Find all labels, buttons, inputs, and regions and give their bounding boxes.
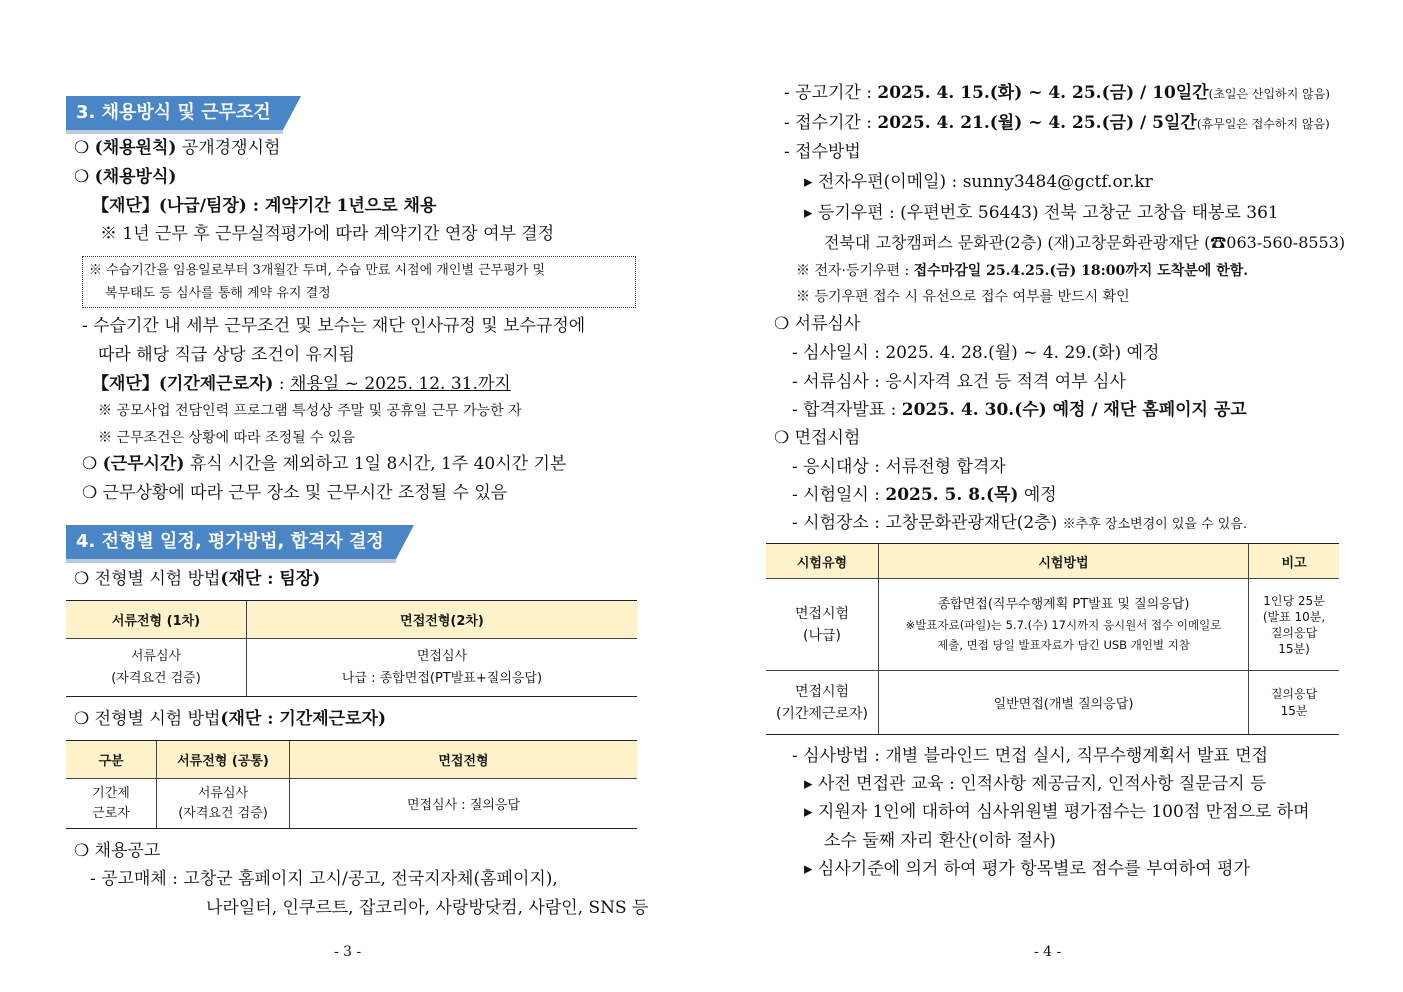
t2-cell-document [157, 779, 290, 829]
t3-r2-method: 일반면접(개별 질의응답) [879, 671, 1249, 735]
t3-r2-type [766, 671, 879, 735]
review-method: - 심사방법 : 개별 블라인드 면접 실시, 직무수행계획서 발표 면접 [792, 746, 1269, 766]
result-announcement: - 합격자발표 : 2025. 4. 30.(수) 예정 / 재단 홈페이지 공고 [792, 400, 1247, 420]
team-leader-exam-table [66, 600, 637, 697]
t3-r2-remark-line2: 15분 [1280, 703, 1308, 718]
mail-application-line2: 전북대 고창캠퍼스 문화관(2층) (재)고창문화관광재단 (☎063-560-8553) [824, 233, 1346, 252]
t1-cell-interview-line1: 면접심사 [416, 648, 468, 664]
table1-caption: ❍ 전형별 시험 방법(재단 : 팀장) [74, 569, 321, 589]
working-hours: ❍ (근무시간) 휴식 시간을 제외하고 1일 8시간, 1주 40시간 기본 [82, 454, 567, 474]
interview-target: - 응시대상 : 서류전형 합격자 [792, 457, 1006, 477]
review-date: - 심사일시 : 2025. 4. 28.(월) ~ 4. 29.(화) 예정 [792, 343, 1160, 363]
t2-cell-document-line2: (자격요건 검증) [178, 805, 268, 821]
application-method: - 접수방법 [784, 142, 861, 162]
t2-cell-category-line2: 근로자 [92, 805, 130, 821]
left-page [0, 0, 700, 992]
t3-r1-type [766, 579, 879, 671]
t1-header-interview: 면접전형(2차) [247, 601, 638, 639]
t1-cell-document-line2: (자격요건 검증) [111, 670, 201, 686]
recruit-notice: ❍ 채용공고 [74, 841, 161, 861]
scoring-criteria: ▸ 심사기준에 의거 하여 평가 항목별로 점수를 부여하여 평가 [804, 859, 1250, 879]
t2-cell-document-line1: 서류심사 [197, 785, 249, 801]
probation-conditions-line2: 따라 해당 직급 상당 조건이 유지됨 [98, 345, 355, 365]
t3-r1-remark-line3: 질의응답 [1270, 625, 1318, 640]
probation-note-line1: ※ 수습기간을 임용일로부터 3개월간 두며, 수습 만료 시점에 개인별 근무평가 및 [89, 263, 546, 278]
t3-header-method: 시험방법 [879, 544, 1249, 579]
t3-r1-type-line1: 면접시험 [794, 605, 850, 622]
interview-heading: ❍ 면접시험 [774, 428, 861, 448]
section-3-heading: 3. 채용방식 및 근무조건 [66, 96, 283, 130]
scoring-line2: 소수 둘째 자리 환산(이하 절사) [824, 831, 1056, 851]
t2-cell-category-line1: 기간제 [92, 785, 130, 801]
recruit-method: ❍ (채용방식) [74, 167, 177, 187]
foundation-contract-worker: 【재단】(기간제근로자) : 채용일 ~ 2025. 12. 31.까지 [92, 374, 511, 394]
t2-header-document: 서류전형 (공통) [157, 741, 290, 779]
page-number-4: - 4 - [1034, 944, 1062, 960]
t1-cell-interview-line2: 나급 : 종합면접(PT발표+질의응답) [341, 670, 543, 686]
recruit-principle: ❍ (채용원칙) 공개경쟁시험 [74, 138, 281, 158]
probation-conditions-line1: - 수습기간 내 세부 근무조건 및 보수는 재단 인사규정 및 보수규정에 [82, 316, 586, 336]
contract-worker-exam-table [66, 740, 637, 829]
t2-header-category: 구분 [66, 741, 157, 779]
notice-media-line1: - 공고매체 : 고창군 홈페이지 고시/공고, 전국지자체(홈페이지), [90, 869, 558, 889]
t3-header-remark: 비고 [1249, 544, 1340, 579]
mail-confirm-note: ※ 등기우편 접수 시 유선으로 접수 여부를 반드시 확인 [796, 289, 1130, 305]
t3-r1-type-line2: (나급) [803, 627, 841, 644]
t3-r1-remark-line2: (발표 10분, [1262, 609, 1326, 624]
table2-caption: ❍ 전형별 시험 방법(재단 : 기간제근로자) [74, 709, 386, 729]
t1-cell-document-line1: 서류심사 [130, 648, 182, 664]
email-application: ▸ 전자우편(이메일) : sunny3484@gctf.or.kr [804, 172, 1153, 192]
foundation-team-leader-contract: 【재단】(나급/팀장) : 계약기간 1년으로 채용 [92, 196, 437, 216]
probation-note-line2: 복무태도 등 심사를 통해 계약 유지 결정 [105, 286, 331, 301]
work-condition-note: ※ 근무조건은 상황에 따라 조정될 수 있음 [98, 430, 356, 446]
deadline-note: ※ 전자·등기우편 : 접수마감일 25.4.25.(금) 18:00까지 도착분에 한함. [796, 263, 1249, 279]
weekend-work-note: ※ 공모사업 전담인력 프로그램 특성상 주말 및 공휴일 근무 가능한 자 [98, 403, 522, 419]
t1-cell-interview [247, 639, 638, 697]
contract-extension-note: ※ 1년 근무 후 근무실적평가에 따라 계약기간 연장 여부 결정 [100, 224, 555, 244]
notice-period: - 공고기간 : 2025. 4. 15.(화) ~ 4. 25.(금) / 10일간(초일은 산입하지 않음) [784, 83, 1330, 103]
notice-media-line2: 나라일터, 인쿠르트, 잡코리아, 사랑방닷컴, 사람인, SNS 등 [206, 898, 649, 918]
t3-r1-remark-line4: 15분) [1278, 641, 1310, 656]
work-location-note: ❍ 근무상황에 따라 근무 장소 및 근무시간 조정될 수 있음 [82, 483, 508, 503]
t3-r2-remark-line1: 질의응답 [1270, 686, 1318, 701]
t3-r1-method [879, 579, 1249, 671]
probation-note-box [82, 256, 636, 308]
interview-location: - 시험장소 : 고창문화관광재단(2층) ※추후 장소변경이 있을 수 있음. [792, 513, 1248, 533]
mail-application-line1: ▸ 등기우편 : (우편번호 56443) 전북 고창군 고창읍 태봉로 361 [804, 203, 1279, 223]
t3-r1-method-title: 종합면접(직무수행계획 PT발표 및 질의응답) [937, 596, 1190, 612]
t3-r1-remark-line1: 1인당 25분 [1263, 593, 1325, 608]
t1-header-document: 서류전형 (1차) [66, 601, 247, 639]
t3-r2-remark [1249, 671, 1340, 735]
interview-method-table [766, 543, 1339, 735]
t2-header-interview: 면접전형 [290, 741, 638, 779]
scoring-line1: ▸ 지원자 1인에 대하여 심사위원별 평가점수는 100점 만점으로 하며 [804, 802, 1310, 822]
t2-cell-interview: 면접심사 : 질의응답 [290, 779, 638, 829]
t3-header-type: 시험유형 [766, 544, 879, 579]
t3-r2-type-line2: (기간제근로자) [775, 705, 869, 722]
t3-r1-method-note2: 제출, 면접 당일 발표자료가 담긴 USB 개인별 지참 [937, 637, 1190, 652]
t2-cell-category [66, 779, 157, 829]
t3-r2-type-line1: 면접시험 [794, 683, 850, 700]
t3-r1-remark [1249, 579, 1340, 671]
interview-date: - 시험일시 : 2025. 5. 8.(목) 예정 [792, 485, 1057, 505]
review-content: - 서류심사 : 응시자격 요건 등 적격 여부 심사 [792, 372, 1126, 392]
t1-cell-document [66, 639, 247, 697]
document-review-heading: ❍ 서류심사 [774, 314, 861, 334]
page-number-3: - 3 - [334, 944, 362, 960]
section-4-heading: 4. 전형별 일정, 평가방법, 합격자 결정 [66, 525, 396, 559]
right-page [700, 0, 1403, 992]
interviewer-training: ▸ 사전 면접관 교육 : 인적사항 제공금지, 인적사항 질문금지 등 [804, 774, 1267, 794]
application-period: - 접수기간 : 2025. 4. 21.(월) ~ 4. 25.(금) / 5일간(휴무일은 접수하지 않음) [784, 113, 1330, 133]
t3-r1-method-note1: ※발표자료(파일)는 5.7.(수) 17시까지 응시원서 접수 이메일로 [905, 617, 1222, 632]
